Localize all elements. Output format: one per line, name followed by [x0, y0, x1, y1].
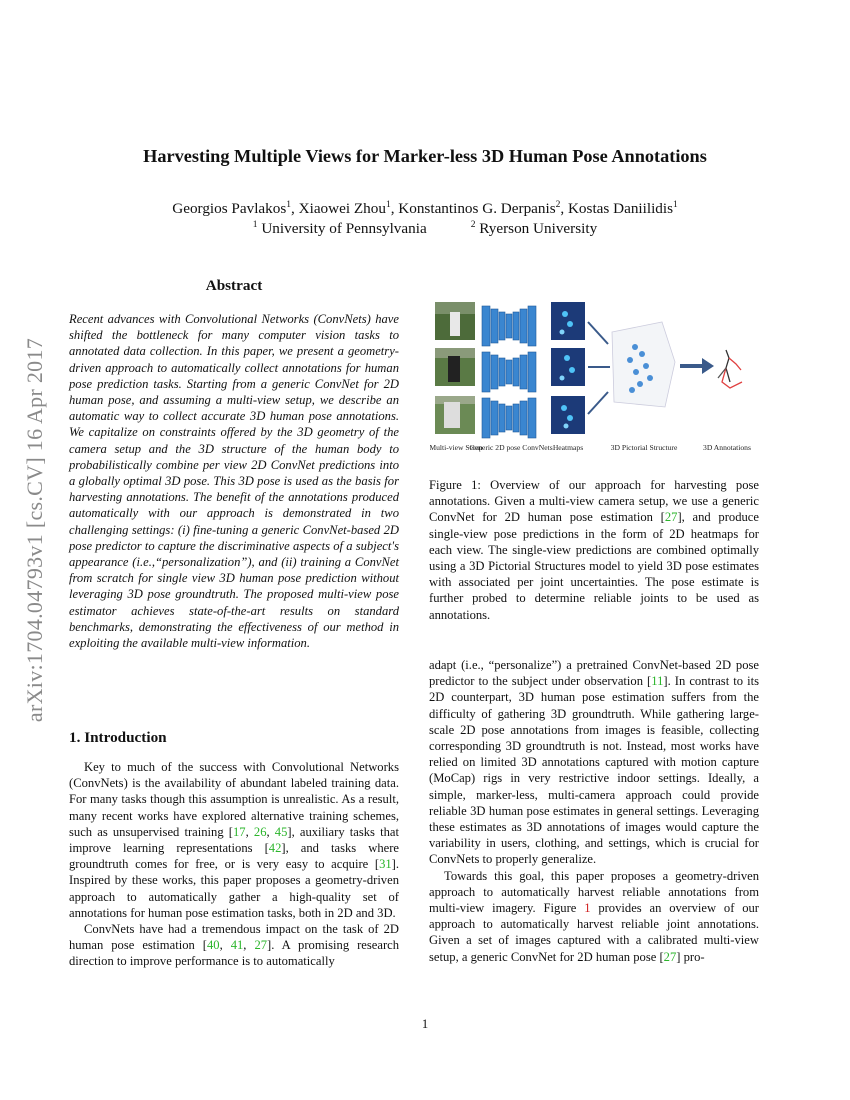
- label-pictorial: 3D Pictorial Structure: [610, 443, 678, 452]
- figure-labels: [430, 443, 751, 452]
- author-affil: 1: [286, 200, 292, 210]
- author-affil: 2: [555, 200, 561, 210]
- author-name: Konstantinos G. Derpanis: [398, 200, 556, 217]
- output-arrow: [680, 358, 714, 374]
- affil-num: 2: [470, 220, 476, 230]
- figure-1: [430, 292, 760, 462]
- intro-paragraph-2: ConvNets have had a tremendous impact on the task of 2D human pose estimation [40, 41, 27]. A promising research direction to improve performance is to automatically: [69, 922, 400, 969]
- convnet-stack: [482, 306, 536, 438]
- citation-link[interactable]: 27: [664, 510, 678, 525]
- citation-link[interactable]: 17: [233, 824, 246, 839]
- intro-column: [69, 759, 399, 970]
- pictorial-structure-volume: [612, 322, 675, 407]
- affil-num: 1: [252, 220, 258, 230]
- label-heatmaps: Heatmaps: [552, 443, 584, 452]
- multi-view-images: [435, 302, 475, 434]
- figure-1-caption: Figure 1: Overview of our approach for harvesting pose annotations. Given a multi-view camera setup, we use a generic ConvNet for 2D human pose estimation [27], and produce single-view pose predictions in the form of 2D heatmaps for each view. The single-view predictions are combined optimally using a 3D Pictorial Structures model to yield 3D pose estimates with associated per joint uncertainties. The pose estimate is further probed to determine reliable joints to be used as annotations.: [429, 478, 759, 622]
- citation-link[interactable]: 26: [253, 824, 267, 839]
- citation-link[interactable]: 27: [663, 949, 677, 964]
- figure-ref-link[interactable]: 1: [584, 901, 591, 916]
- author-name: Georgios Pavlakos: [172, 200, 287, 217]
- author-sep: ,: [390, 200, 399, 217]
- citation-link[interactable]: 31: [379, 857, 392, 872]
- arxiv-stamp-text: arXiv:1704.04793v1 [cs.CV] 16 Apr 2017: [22, 337, 47, 723]
- author-list: [0, 200, 850, 218]
- heatmap-images: [551, 302, 585, 434]
- author-affil: 1: [673, 200, 678, 210]
- affil-name: University of Pennsylvania: [261, 220, 427, 237]
- citation-link[interactable]: 11: [651, 674, 664, 689]
- 3d-annotation-skeleton: [718, 350, 742, 388]
- right-column: [429, 657, 759, 965]
- citation-link[interactable]: 27: [254, 938, 268, 953]
- label-multiview: Multi-view Setup: [430, 443, 483, 452]
- paper-title: Harvesting Multiple Views for Marker-less 3D Human Pose Annotations: [143, 146, 707, 166]
- author-affil: 1: [385, 200, 391, 210]
- citation-link[interactable]: 40: [206, 938, 220, 953]
- abstract-text: Recent advances with Convolutional Networks (ConvNets) have shifted the bottleneck for many computer vision tasks to annotated data collection. In this paper, we present a geometry-driven approach to automatically collect annotations for human pose prediction tasks. Starting from a generic ConvNet for 2D human pose, and assuming a multi-view setup, we describe an automatic way to collect accurate 3D human pose annotations. We capitalize on constraints offered by the 3D geometry of the camera setup and the 3D structure of the human body to probabilistically combine per view 2D ConvNet predictions into a globally optimal 3D pose. This 3D pose is used as the basis for harvesting annotations. The benefit of the annotations produced automatically with our approach is demonstrated in two challenging settings: (i) fine-tuning a generic ConvNet-based 2D pose predictor to capture the discriminative aspects of a subject's appearance (i.e.,“personalization”), and (ii) training a ConvNet from scratch for single view 3D human pose prediction without leveraging 3D pose groundtruth. The proposed multi-view pose estimator achieves state-of-the-art results on standard benchmarks, demonstrating the effectiveness of our method in exploiting the available multi-view information.: [69, 312, 399, 651]
- arxiv-stamp: [10, 300, 60, 760]
- author-sep: ,: [560, 200, 568, 217]
- affil-name: Ryerson University: [479, 220, 598, 237]
- author-name: Kostas Daniilidis: [567, 200, 674, 217]
- right-paragraph-1: adapt (i.e., “personalize”) a pretrained ConvNet-based 2D pose predictor to the subject under observation [11]. In contrast to its 2D counterpart, 3D human pose estimation suffers from the difficulty of gathering 3D groundtruth. While gathering large-scale 2D pose annotations from images is feasible, collecting corresponding 3D groundtruth is not. Instead, most works have relied on limited 3D annotations captured with motion capture (MoCap) rigs in very restrictive indoor settings. Ideally, a simple, marker-less, multi-camera approach could provide reliable 3D human pose estimates in general settings. Leveraging these estimates as 3D annotations of images would capture the variability in users, clothing, and settings, which is crucial for ConvNets to properly generalize.: [429, 658, 759, 867]
- abstract-heading: Abstract: [205, 277, 263, 294]
- section-heading-introduction: 1. Introduction: [69, 729, 167, 746]
- citation-link[interactable]: 41: [230, 938, 244, 953]
- intro-paragraph-1: Key to much of the success with Convolutional Networks (ConvNets) is the availability of abundant labeled training data. For many tasks though this assumption is unrealistic. As a result, many recent works have explored alternative training schemes, such as unsupervised training [17, 26, 45], auxiliary tasks that improve learning representations [42], and tasks where groundtruth comes for free, or is very easy to acquire [31]. Inspired by these works, this paper proposes a geometry-driven approach to automatically gather a high-quality set of annotations for human pose estimation tasks, both in 2D and 3D.: [69, 760, 399, 920]
- label-convnets: Generic 2D pose ConvNets: [469, 443, 553, 452]
- author-name: Xiaowei Zhou: [298, 200, 386, 217]
- page-number: 1: [421, 1017, 429, 1031]
- label-annotations: 3D Annotations: [703, 443, 751, 452]
- right-paragraph-2: Towards this goal, this paper proposes a geometry-driven approach to automatically harvest reliable annotations from multi-view imagery. Figure 1 provides an overview of our approach to automatically harvest reliable joint annotations. Given a set of images captured with a calibrated multi-view setup, a generic ConvNet for 2D human pose [27] pro-: [429, 868, 759, 964]
- pipeline-diagram: [430, 292, 760, 462]
- author-sep: ,: [291, 200, 299, 217]
- affiliation-list: [0, 220, 850, 238]
- citation-link[interactable]: 45: [274, 824, 288, 839]
- fusion-arrows: [588, 322, 610, 414]
- citation-link[interactable]: 42: [268, 841, 282, 856]
